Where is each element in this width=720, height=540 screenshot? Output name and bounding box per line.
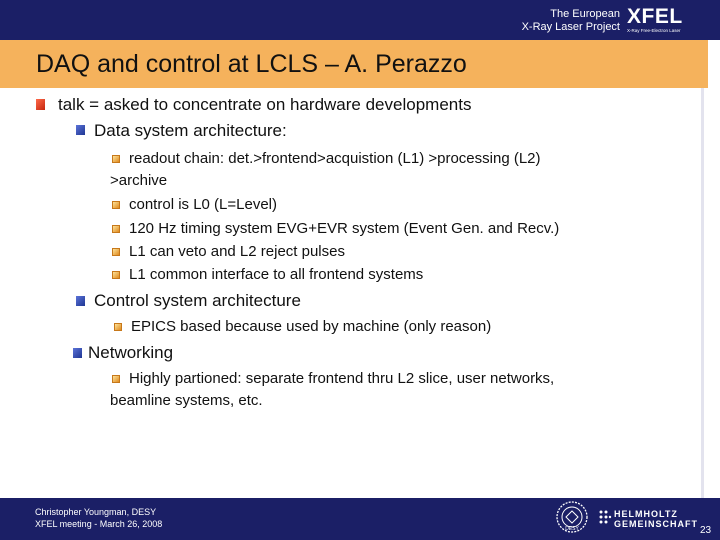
project-line-1: The European (550, 8, 620, 20)
bullet-yellow-icon (112, 225, 120, 233)
bullet-red-icon (36, 99, 45, 110)
bullet-yellow-icon (112, 248, 120, 256)
bullet-text-timing-system: 120 Hz timing system EVG+EVR system (Event Gen. and Recv.) (129, 220, 560, 237)
bullet-text-partitioned: Highly partioned: separate frontend thru L2 slice, user networks, (129, 370, 555, 387)
desy-logo-text: DESY (565, 526, 579, 532)
footer-meeting: XFEL meeting - March 26, 2008 (35, 519, 163, 529)
xfel-logo: XFEL (627, 5, 683, 28)
footer-author: Christopher Youngman, DESY (35, 507, 157, 517)
bullet-text-data-system: Data system architecture: (94, 121, 287, 140)
bullet-text-epics: EPICS based because used by machine (only reason) (131, 318, 492, 335)
bullet-text-talk: talk = asked to concentrate on hardware developments (58, 95, 472, 114)
bullet-text-veto-reject: L1 can veto and L2 reject pulses (129, 243, 345, 260)
desy-logo-icon (556, 501, 588, 533)
page-number: 23 (700, 525, 712, 536)
bullet-text-partitioned-cont: beamline systems, etc. (110, 392, 263, 409)
xfel-logo-subtitle: X-Ray Free-Electron Laser (627, 28, 681, 33)
bullet-yellow-icon (112, 375, 120, 383)
bullet-blue-icon (76, 296, 85, 306)
bullet-text-readout-chain: readout chain: det.>frontend>acquistion (L1) >processing (L2) (129, 150, 541, 167)
bullet-text-control-level: control is L0 (L=Level) (129, 196, 277, 213)
right-divider (701, 88, 704, 498)
header-bar (0, 0, 720, 40)
project-line-2: X-Ray Laser Project (521, 21, 620, 33)
bullet-text-control-system: Control system architecture (94, 291, 301, 310)
project-name (480, 8, 620, 34)
bullet-text-common-interface: L1 common interface to all frontend systems (129, 266, 424, 283)
bullet-yellow-icon (112, 271, 120, 279)
helmholtz-logo-text (614, 509, 698, 529)
helmholtz-logo-icon (598, 508, 612, 528)
slide-title: DAQ and control at LCLS – A. Perazzo (36, 50, 467, 78)
bullet-text-networking: Networking (88, 343, 174, 362)
bullet-blue-icon (73, 348, 82, 358)
bullet-blue-icon (76, 125, 85, 135)
footer-credit (35, 506, 162, 530)
helmholtz-line-1: HELMHOLTZ (614, 509, 678, 519)
bullet-yellow-icon (112, 201, 120, 209)
bullet-yellow-icon (112, 155, 120, 163)
bullet-text-readout-chain-cont: >archive (110, 172, 168, 189)
bullet-yellow-icon (114, 323, 122, 331)
helmholtz-line-2: GEMEINSCHAFT (614, 519, 698, 529)
